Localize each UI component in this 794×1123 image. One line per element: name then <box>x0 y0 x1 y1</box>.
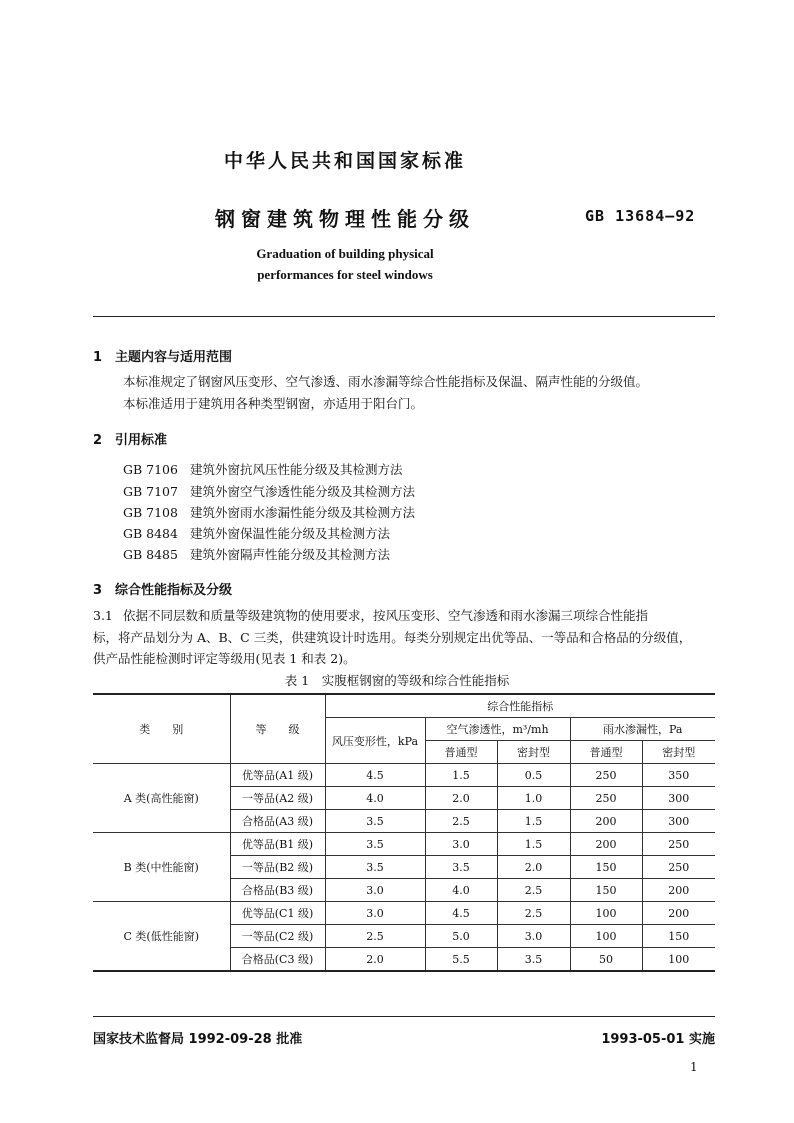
category-cell: C 类(低性能窗) <box>93 902 230 972</box>
wind-cell: 4.5 <box>325 764 425 787</box>
section-1-heading <box>93 346 232 365</box>
rain-sealed-cell: 300 <box>642 810 715 833</box>
wind-cell: 3.5 <box>325 810 425 833</box>
rain-normal-cell: 200 <box>570 833 642 856</box>
reference-code: GB 7108 <box>123 505 178 520</box>
air-sealed-cell: 2.5 <box>497 902 570 925</box>
wind-cell: 3.0 <box>325 902 425 925</box>
reference-item <box>123 545 390 563</box>
standard-code: GB 13684—92 <box>585 207 696 225</box>
reference-code: GB 7107 <box>123 484 178 499</box>
section-1-paragraph-2: 本标准适用于建筑用各种类型钢窗，亦适用于阳台门。 <box>123 396 424 411</box>
rain-sealed-cell: 250 <box>642 833 715 856</box>
document-title: 钢窗建筑物理性能分级 <box>215 207 475 231</box>
rain-normal-cell: 150 <box>570 856 642 879</box>
english-title-line-2: performances for steel windows <box>257 267 433 282</box>
air-normal-cell: 5.0 <box>425 925 497 948</box>
grade-cell: 一等品(A2 级) <box>230 787 325 810</box>
header-wind-pressure: 风压变形性，kPa <box>325 718 425 764</box>
footer-divider <box>93 1016 715 1017</box>
header-grade: 等 级 <box>230 694 325 764</box>
rain-sealed-cell: 100 <box>642 948 715 972</box>
air-normal-cell: 1.5 <box>425 764 497 787</box>
air-sealed-cell: 1.5 <box>497 833 570 856</box>
reference-code: GB 8485 <box>123 547 178 562</box>
section-number: 1 <box>93 350 103 365</box>
approval-line: 国家技术监督局 1992-09-28 批准 <box>93 1032 303 1047</box>
wind-cell: 3.5 <box>325 833 425 856</box>
rain-sealed-cell: 300 <box>642 787 715 810</box>
air-normal-cell: 4.5 <box>425 902 497 925</box>
rain-sealed-cell: 250 <box>642 856 715 879</box>
rain-sealed-cell: 350 <box>642 764 715 787</box>
header-air-sealed: 密封型 <box>497 741 570 764</box>
header-divider <box>93 316 715 317</box>
grade-cell: 优等品(C1 级) <box>230 902 325 925</box>
air-sealed-cell: 3.0 <box>497 925 570 948</box>
grade-cell: 合格品(A3 级) <box>230 810 325 833</box>
rain-sealed-cell: 150 <box>642 925 715 948</box>
air-sealed-cell: 3.5 <box>497 948 570 972</box>
grade-table <box>93 693 715 972</box>
section-3-1-line-1 <box>93 605 648 627</box>
table-row <box>93 833 715 856</box>
reference-title: 建筑外窗保温性能分级及其检测方法 <box>190 526 391 541</box>
air-sealed-cell: 1.0 <box>497 787 570 810</box>
header-air-permeability: 空气渗透性，m³/mh <box>425 718 570 741</box>
section-number: 2 <box>93 433 103 448</box>
section-2-heading <box>93 429 167 448</box>
english-title-line-1: Graduation of building physical <box>256 246 434 261</box>
header-category: 类 别 <box>93 694 230 764</box>
clause-number: 3.1 <box>93 608 113 623</box>
section-title: 综合性能指标及分级 <box>115 583 233 598</box>
header-rain-leakage: 雨水渗漏性，Pa <box>570 718 715 741</box>
air-normal-cell: 3.0 <box>425 833 497 856</box>
section-3-heading <box>93 579 232 598</box>
reference-title: 建筑外窗抗风压性能分级及其检测方法 <box>190 462 403 477</box>
grade-cell: 优等品(B1 级) <box>230 833 325 856</box>
section-1-paragraph-1: 本标准规定了钢窗风压变形、空气渗透、雨水渗漏等综合性能指标及保温、隔声性能的分级值。 <box>123 374 649 389</box>
table-1-caption: 表 1 实腹框钢窗的等级和综合性能指标 <box>284 673 510 688</box>
rain-normal-cell: 250 <box>570 764 642 787</box>
wind-cell: 3.5 <box>325 856 425 879</box>
section-title: 引用标准 <box>115 433 168 448</box>
section-title: 主题内容与适用范围 <box>115 350 233 365</box>
section-number: 3 <box>93 583 103 598</box>
header-air-normal: 普通型 <box>425 741 497 764</box>
reference-item <box>123 460 403 478</box>
national-standard-heading: 中华人民共和国国家标准 <box>223 150 466 172</box>
page-number: 1 <box>690 1060 698 1074</box>
wind-cell: 3.0 <box>325 879 425 902</box>
reference-title: 建筑外窗空气渗透性能分级及其检测方法 <box>190 484 416 499</box>
section-3-1-line-3: 供产品性能检测时评定等级用(见表 1 和表 2)。 <box>93 651 356 666</box>
grade-cell: 合格品(C3 级) <box>230 948 325 972</box>
grade-cell: 合格品(B3 级) <box>230 879 325 902</box>
reference-code: GB 8484 <box>123 526 178 541</box>
table-row <box>93 902 715 925</box>
air-normal-cell: 2.5 <box>425 810 497 833</box>
rain-sealed-cell: 200 <box>642 879 715 902</box>
category-cell: B 类(中性能窗) <box>93 833 230 902</box>
reference-code: GB 7106 <box>123 462 178 477</box>
rain-sealed-cell: 200 <box>642 902 715 925</box>
grade-cell: 一等品(B2 级) <box>230 856 325 879</box>
header-composite: 综合性能指标 <box>325 694 715 718</box>
air-normal-cell: 2.0 <box>425 787 497 810</box>
rain-normal-cell: 100 <box>570 902 642 925</box>
air-sealed-cell: 0.5 <box>497 764 570 787</box>
table-header-row <box>93 694 715 718</box>
header-rain-normal: 普通型 <box>570 741 642 764</box>
reference-title: 建筑外窗隔声性能分级及其检测方法 <box>190 547 391 562</box>
rain-normal-cell: 100 <box>570 925 642 948</box>
reference-title: 建筑外窗雨水渗漏性能分级及其检测方法 <box>190 505 416 520</box>
wind-cell: 4.0 <box>325 787 425 810</box>
air-normal-cell: 3.5 <box>425 856 497 879</box>
header-rain-sealed: 密封型 <box>642 741 715 764</box>
clause-text: 依据不同层数和质量等级建筑物的使用要求，按风压变形、空气渗透和雨水渗漏三项综合性能指 <box>123 608 649 623</box>
rain-normal-cell: 50 <box>570 948 642 972</box>
section-3-1-line-2: 标，将产品划分为 A、B、C 三类，供建筑设计时选用。每类分别规定出优等品、一等品和合格品的分级值， <box>93 630 692 645</box>
air-sealed-cell: 2.0 <box>497 856 570 879</box>
reference-item <box>123 524 390 542</box>
rain-normal-cell: 150 <box>570 879 642 902</box>
grade-cell: 优等品(A1 级) <box>230 764 325 787</box>
air-normal-cell: 5.5 <box>425 948 497 972</box>
effective-date: 1993-05-01 实施 <box>601 1032 715 1047</box>
category-cell: A 类(高性能窗) <box>93 764 230 833</box>
rain-normal-cell: 200 <box>570 810 642 833</box>
air-sealed-cell: 2.5 <box>497 879 570 902</box>
grade-cell: 一等品(C2 级) <box>230 925 325 948</box>
air-normal-cell: 4.0 <box>425 879 497 902</box>
wind-cell: 2.5 <box>325 925 425 948</box>
air-sealed-cell: 1.5 <box>497 810 570 833</box>
wind-cell: 2.0 <box>325 948 425 972</box>
reference-item <box>123 482 415 500</box>
rain-normal-cell: 250 <box>570 787 642 810</box>
reference-item <box>123 503 415 521</box>
table-row <box>93 764 715 787</box>
